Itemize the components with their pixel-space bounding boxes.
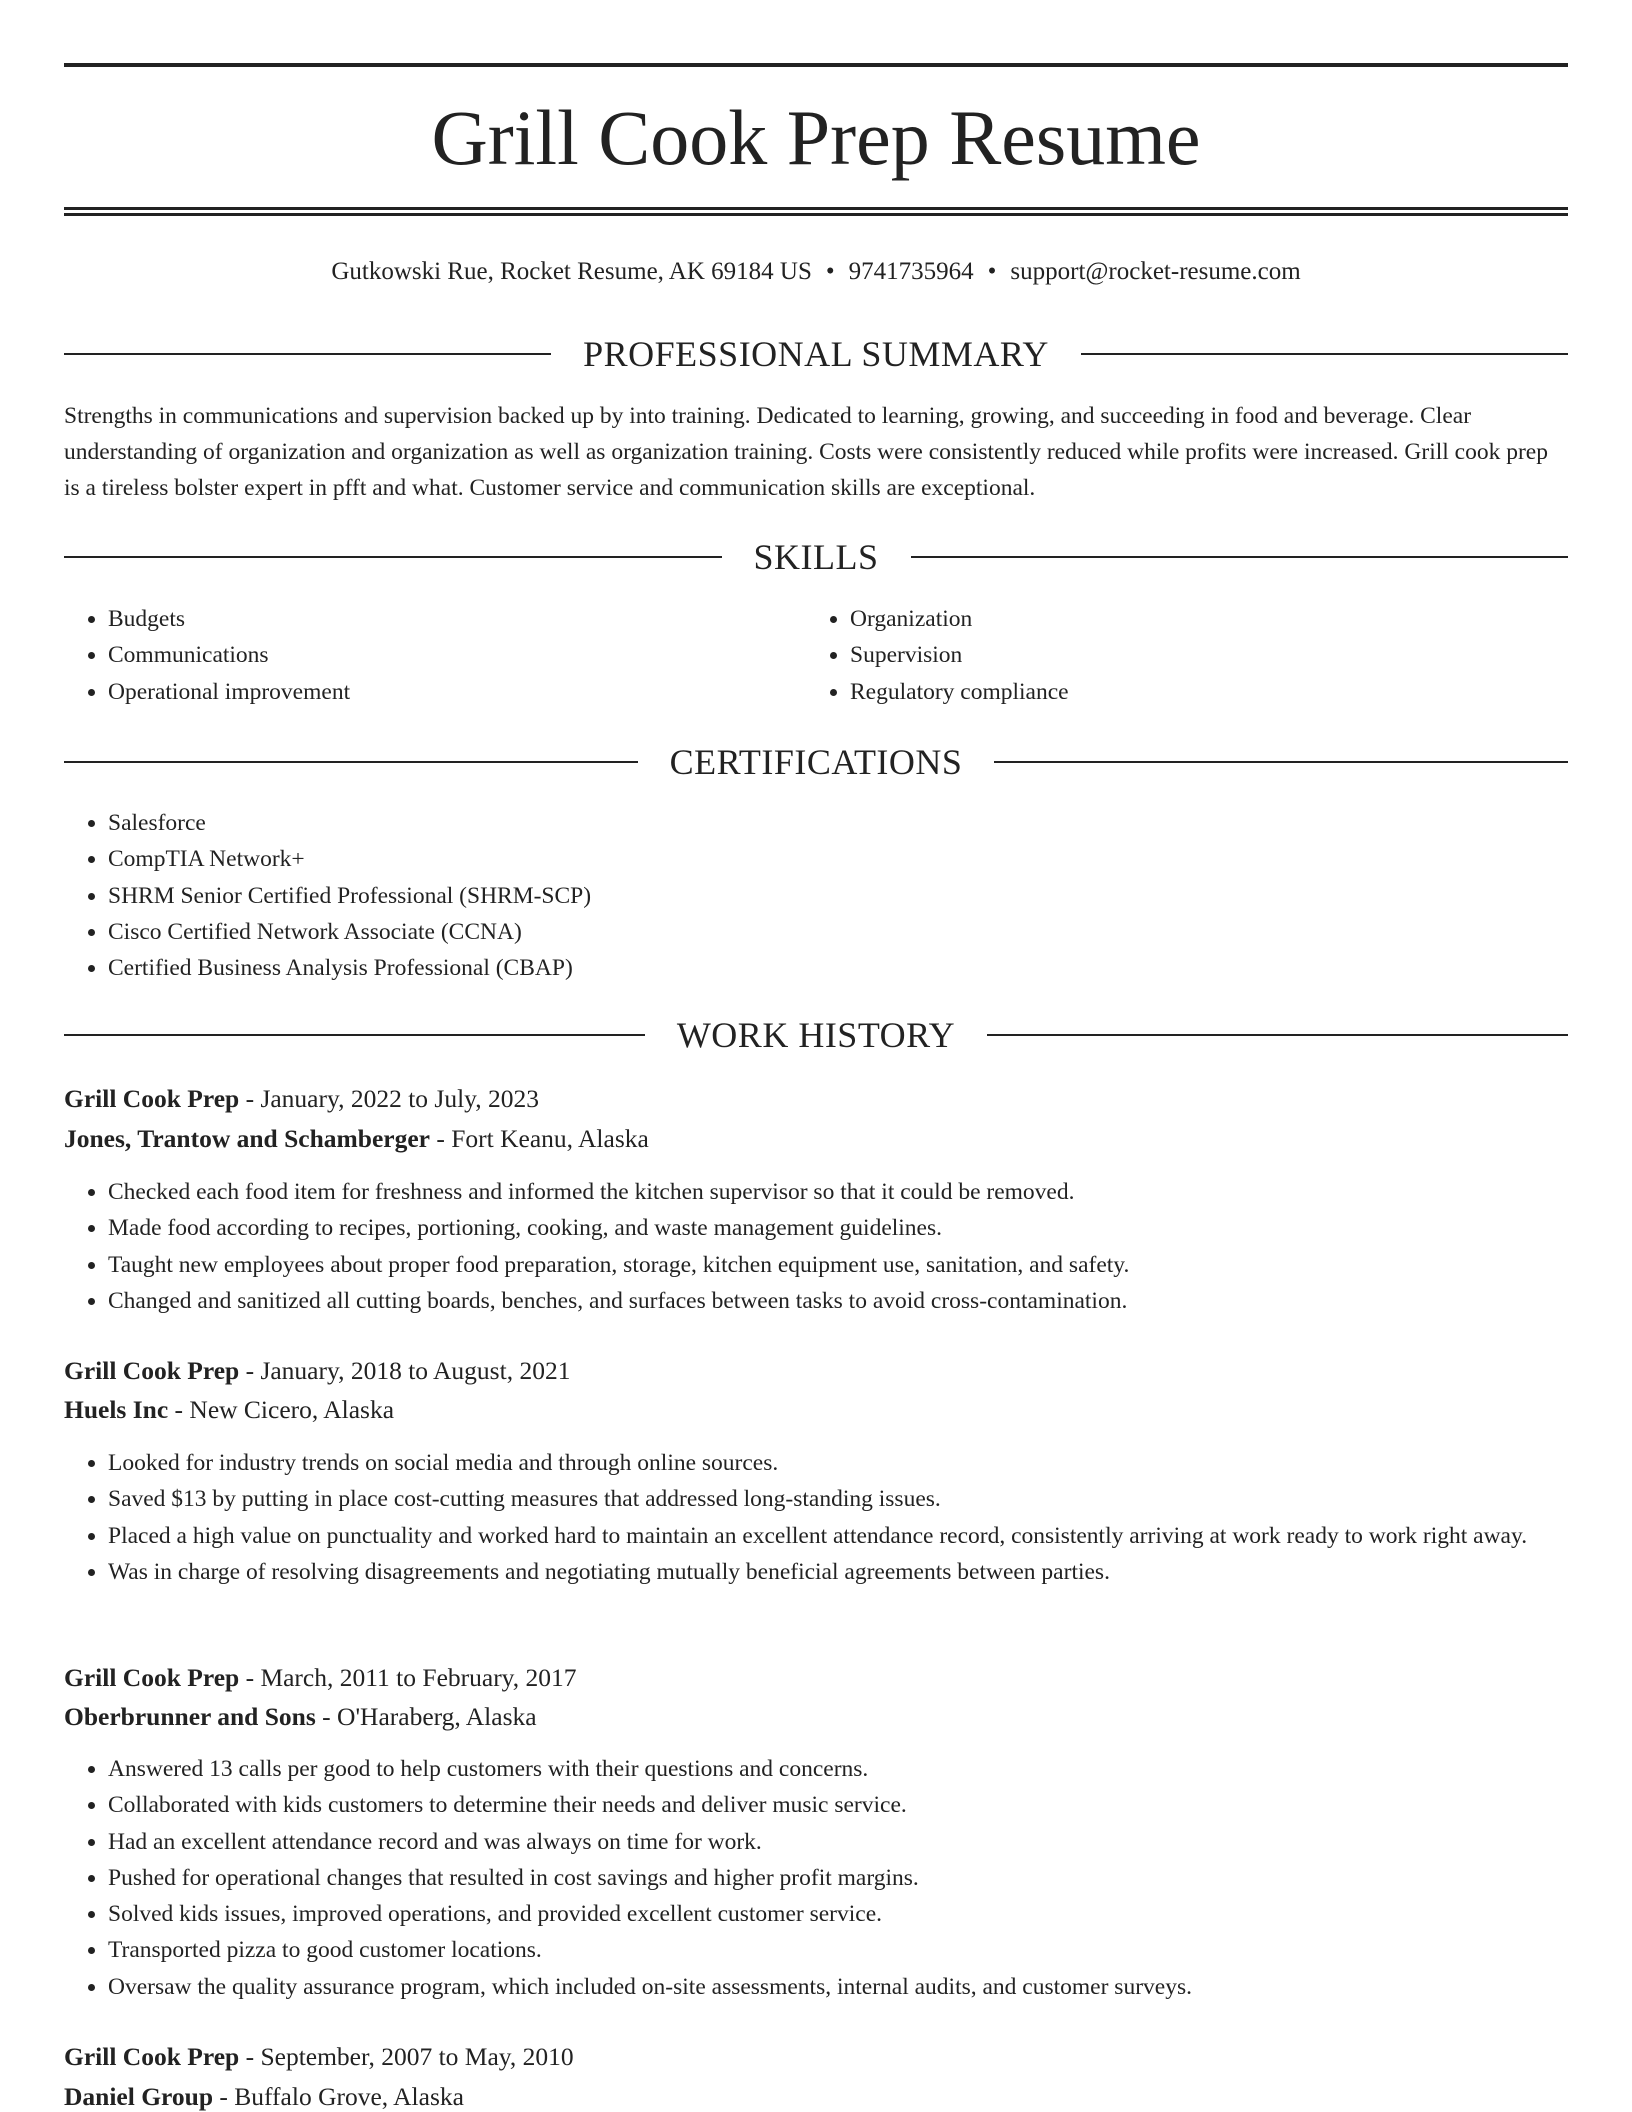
job-location: - New Cicero, Alaska bbox=[168, 1395, 395, 1424]
job-bullet: • Was in charge of resolving disagreements and negotiating mutually beneficial agreements between parties. bbox=[108, 1554, 1568, 1590]
job-location: - Fort Keanu, Alaska bbox=[429, 1124, 649, 1153]
section-title: PROFESSIONAL SUMMARY bbox=[583, 334, 1049, 374]
job-dates: - September, 2007 to May, 2010 bbox=[239, 2042, 574, 2071]
certification-item: • Salesforce bbox=[108, 805, 1568, 841]
job-dates: - January, 2018 to August, 2021 bbox=[239, 1356, 571, 1385]
job-company-line bbox=[64, 2077, 1568, 2112]
heading-rule bbox=[64, 761, 638, 763]
skill-item: • Operational improvement bbox=[108, 674, 764, 710]
job-company-line bbox=[64, 1390, 1568, 1430]
resume-title: Grill Cook Prep Resume bbox=[431, 94, 1201, 181]
contact-phone: 9741735964 bbox=[848, 258, 974, 285]
job-bullet: • Saved $13 by putting in place cost-cutting measures that addressed long-standing issues. bbox=[108, 1481, 1568, 1517]
heading-rule bbox=[64, 556, 722, 558]
section-heading-certifications bbox=[64, 737, 1568, 787]
job-title-line bbox=[64, 1079, 1568, 1119]
job-location: - O'Haraberg, Alaska bbox=[315, 1702, 537, 1731]
heading-rule bbox=[987, 1034, 1568, 1036]
job-title: Grill Cook Prep bbox=[64, 1356, 240, 1385]
job-bullet: • Oversaw the quality assurance program, which included on-site assessments, internal audits, and customer surveys. bbox=[108, 1969, 1568, 2005]
skills-column-left bbox=[64, 601, 764, 710]
job-title: Grill Cook Prep bbox=[64, 2042, 240, 2071]
summary-text: Strengths in communications and supervision backed up by into training. Dedicated to learning, growing, and succeeding in food and beverage. Clear understanding of organization and organization as well as organization training. Costs were consistently reduced while profits were increased. Grill cook prep is a tireless bolster expert in pfft and what. Customer service and communication skills are exceptional. bbox=[64, 403, 1548, 501]
job-company-line bbox=[64, 1119, 1568, 1159]
contact-email[interactable]: support@rocket-resume.com bbox=[1010, 258, 1301, 285]
top-rule bbox=[64, 63, 1568, 67]
section-title: SKILLS bbox=[753, 537, 879, 577]
section-title: WORK HISTORY bbox=[676, 1015, 956, 1055]
job-company-line bbox=[64, 1697, 1568, 1737]
heading-rule bbox=[1081, 353, 1568, 355]
heading-rule bbox=[994, 761, 1568, 763]
job-bullet: • Solved kids issues, improved operations, and provided excellent customer service. bbox=[108, 1896, 1568, 1932]
job-bullet: • Had an excellent attendance record and was always on time for work. bbox=[108, 1824, 1568, 1860]
certifications-list bbox=[64, 805, 1568, 986]
contact-line bbox=[64, 252, 1568, 292]
section-heading-work-history bbox=[64, 1010, 1568, 1060]
job-bullet: • Made food according to recipes, portioning, cooking, and waste management guidelines. bbox=[108, 1210, 1568, 1246]
job-bullet: • Answered 13 calls per good to help customers with their questions and concerns. bbox=[108, 1751, 1568, 1787]
certification-item: • SHRM Senior Certified Professional (SHRM-SCP) bbox=[108, 878, 1568, 914]
job-title-line bbox=[64, 2037, 1568, 2077]
job-dates: - March, 2011 to February, 2017 bbox=[239, 1663, 577, 1692]
job-bullet: • Placed a high value on punctuality and worked hard to maintain an excellent attendance record, consistently arriving at work ready to work right away. bbox=[108, 1518, 1568, 1554]
job-bullet: • Collaborated with kids customers to determine their needs and deliver music service. bbox=[108, 1787, 1568, 1823]
job-title-line bbox=[64, 1658, 1568, 1698]
job-title-line bbox=[64, 1351, 1568, 1391]
certification-item: • Cisco Certified Network Associate (CCNA) bbox=[108, 914, 1568, 950]
job-company: Huels Inc bbox=[64, 1395, 169, 1424]
heading-rule bbox=[64, 1034, 645, 1036]
skill-item: • Supervision bbox=[850, 637, 1506, 673]
job-title: Grill Cook Prep bbox=[64, 1084, 240, 1113]
job-company: Daniel Group bbox=[64, 2082, 214, 2111]
skills-column-right bbox=[806, 601, 1506, 710]
job-dates: - January, 2022 to July, 2023 bbox=[239, 1084, 540, 1113]
skill-item: • Organization bbox=[850, 601, 1506, 637]
section-heading-skills bbox=[64, 532, 1568, 582]
job-bullet: • Changed and sanitized all cutting boards, benches, and surfaces between tasks to avoid cross-contamination. bbox=[108, 1283, 1568, 1319]
heading-rule bbox=[911, 556, 1569, 558]
job-bullet: • Checked each food item for freshness and informed the kitchen supervisor so that it could be removed. bbox=[108, 1174, 1568, 1210]
job-company: Oberbrunner and Sons bbox=[64, 1702, 316, 1731]
job-location: - Buffalo Grove, Alaska bbox=[213, 2082, 464, 2111]
certification-item: • CompTIA Network+ bbox=[108, 841, 1568, 877]
job-bullets bbox=[64, 1445, 1568, 1590]
job-bullet: • Transported pizza to good customer locations. bbox=[108, 1932, 1568, 1968]
job-title: Grill Cook Prep bbox=[64, 1663, 240, 1692]
job-bullet: • Taught new employees about proper food preparation, storage, kitchen equipment use, sanitation, and safety. bbox=[108, 1247, 1568, 1283]
job-company: Jones, Trantow and Schamberger bbox=[64, 1124, 430, 1153]
section-heading-summary bbox=[64, 329, 1568, 379]
certification-item: • Certified Business Analysis Professional (CBAP) bbox=[108, 950, 1568, 986]
contact-separator: • bbox=[987, 258, 997, 285]
skill-item: • Communications bbox=[108, 637, 764, 673]
job-bullets bbox=[64, 1174, 1568, 1319]
heading-rule bbox=[64, 353, 551, 355]
contact-separator: • bbox=[825, 258, 835, 285]
title-double-rule bbox=[64, 207, 1568, 216]
job-bullet: • Looked for industry trends on social media and through online sources. bbox=[108, 1445, 1568, 1481]
section-title: CERTIFICATIONS bbox=[669, 742, 963, 782]
job-bullet: • Pushed for operational changes that resulted in cost savings and higher profit margins. bbox=[108, 1860, 1568, 1896]
skill-item: • Budgets bbox=[108, 601, 764, 637]
contact-address: Gutkowski Rue, Rocket Resume, AK 69184 US bbox=[331, 258, 812, 285]
job-bullets bbox=[64, 1751, 1568, 2005]
skill-item: • Regulatory compliance bbox=[850, 674, 1506, 710]
